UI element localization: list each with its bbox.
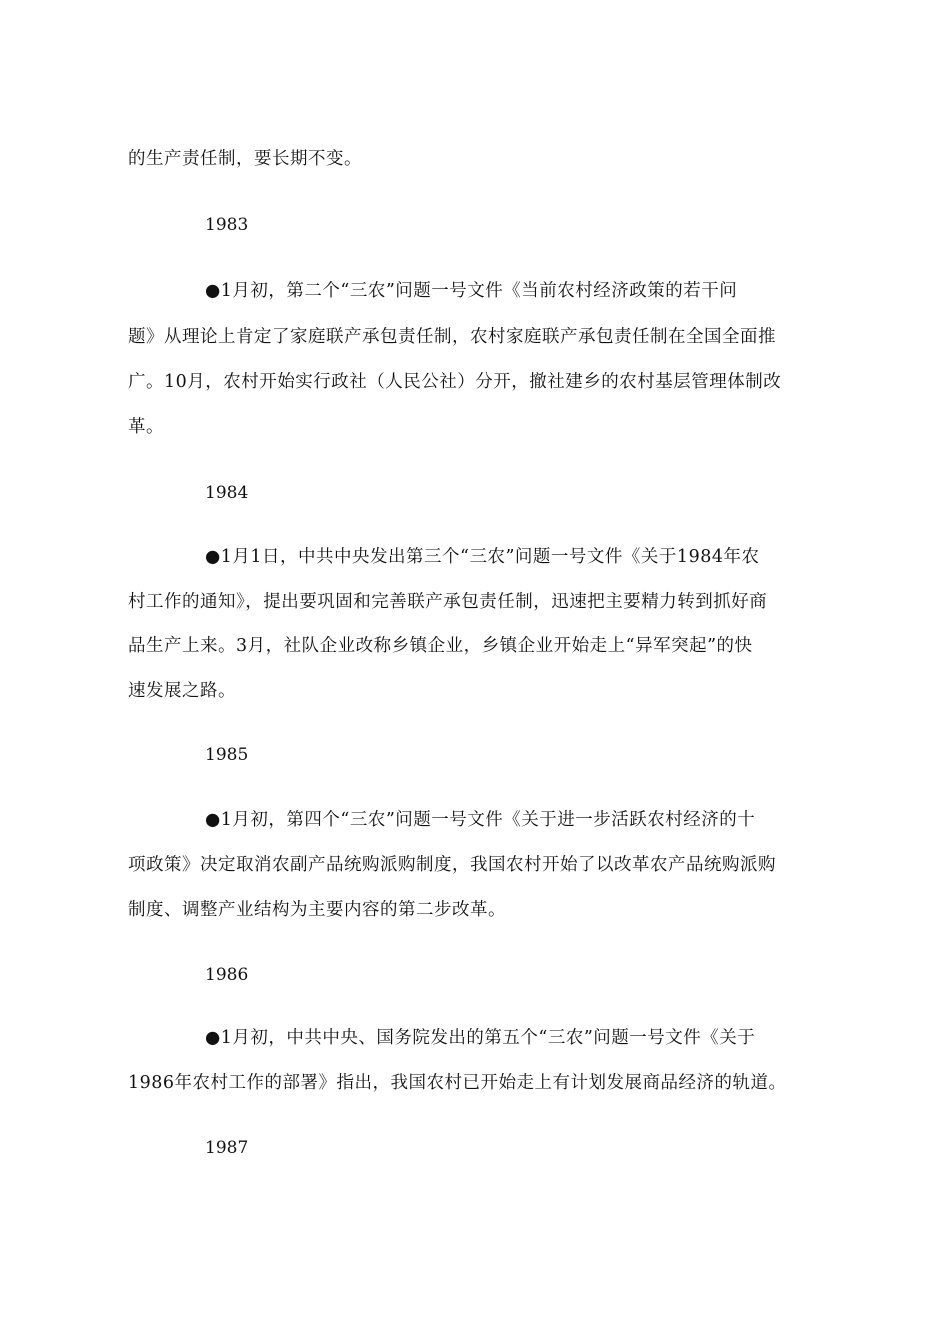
paragraph-line: 广。10月，农村开始实行政社（人民公社）分开，撤社建乡的农村基层管理体制改 [128,372,782,392]
year-heading-1986: 1986 [205,965,249,985]
paragraph-line: ●1月1日，中共中央发出第三个“三农”问题一号文件《关于1984年农 [205,547,760,567]
paragraph-line: 项政策》决定取消农副产品统购派购制度，我国农村开始了以改革农产品统购派购 [128,855,776,875]
year-heading-1984: 1984 [205,483,249,503]
year-heading-1987: 1987 [205,1138,249,1158]
paragraph-line: 村工作的通知》，提出要巩固和完善联产承包责任制，迅速把主要精力转到抓好商 [128,592,768,612]
paragraph-line: 品生产上来。3月，社队企业改称乡镇企业，乡镇企业开始走上“异军突起”的快 [128,636,753,656]
paragraph-line: 速发展之路。 [128,681,236,701]
paragraph-line: ●1月初，第二个“三农”问题一号文件《当前农村经济政策的若干问 [205,281,738,301]
paragraph-line: 1986年农村工作的部署》指出，我国农村已开始走上有计划发展商品经济的轨道。 [128,1073,787,1093]
paragraph-line: 革。 [128,417,164,437]
paragraph-line: 制度、调整产业结构为主要内容的第二步改革。 [128,900,506,920]
year-heading-1985: 1985 [205,745,249,765]
paragraph-line: 题》从理论上肯定了家庭联产承包责任制，农村家庭联产承包责任制在全国全面推 [128,327,776,347]
lead-line: 的生产责任制，要长期不变。 [128,149,362,169]
paragraph-line: ●1月初，中共中央、国务院发出的第五个“三农”问题一号文件《关于 [205,1028,756,1048]
paragraph-line: ●1月初，第四个“三农”问题一号文件《关于进一步活跃农村经济的十 [205,810,756,830]
year-heading-1983: 1983 [205,215,249,235]
